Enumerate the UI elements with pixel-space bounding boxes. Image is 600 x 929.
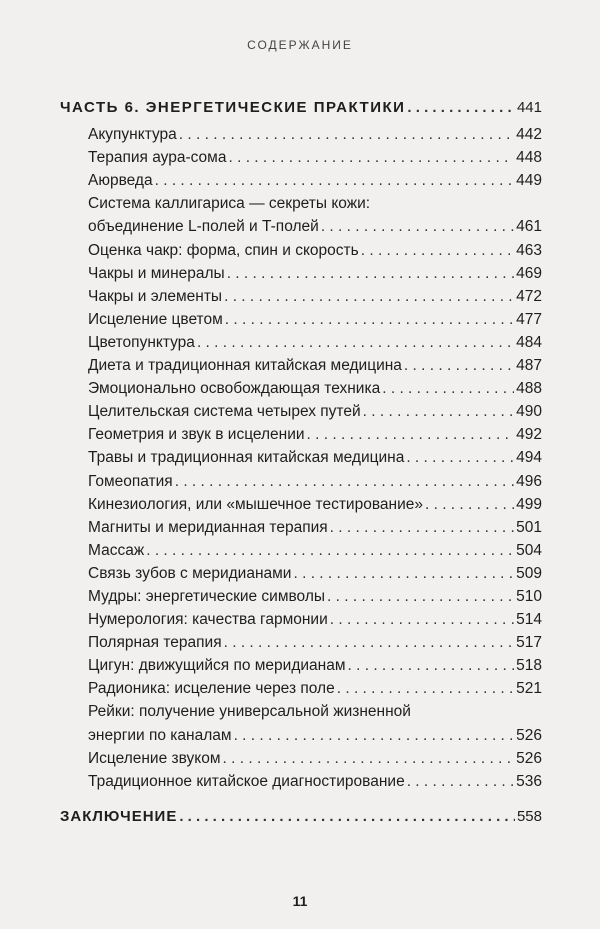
- toc-entry[interactable]: [60, 169, 542, 192]
- toc-leader-dots: [330, 608, 514, 631]
- toc-entry-title: Геометрия и звук в исцелении: [88, 426, 305, 444]
- toc-entry[interactable]: [60, 585, 542, 608]
- toc-entry-page: 526: [516, 749, 542, 767]
- toc-leader-dots: [175, 470, 514, 493]
- toc-entry[interactable]: [60, 470, 542, 493]
- toc-entry[interactable]: [60, 192, 542, 215]
- toc-entry[interactable]: [60, 239, 542, 262]
- toc-entry[interactable]: [60, 747, 542, 770]
- toc-entry-title: Исцеление звуком: [88, 749, 221, 767]
- toc-entry[interactable]: [60, 400, 542, 423]
- toc-leader-dots: [224, 631, 515, 654]
- toc-leader-dots: [307, 423, 515, 446]
- toc-entry-page: 518: [516, 657, 542, 675]
- toc-entry-page: 469: [516, 264, 542, 282]
- toc-entry-title: Гомеопатия: [88, 472, 173, 490]
- toc-entry-title: Эмоционально освобождающая техника: [88, 380, 381, 398]
- toc-entry[interactable]: [60, 677, 542, 700]
- toc-leader-dots: [234, 724, 515, 747]
- toc-entry[interactable]: [60, 146, 542, 169]
- toc-entry-page: 487: [516, 357, 542, 375]
- toc-entry[interactable]: [60, 700, 542, 723]
- toc-entry[interactable]: [60, 516, 542, 539]
- toc-entry-title: Связь зубов с меридианами: [88, 564, 292, 582]
- toc-entry-title: Цветопунктура: [88, 333, 195, 351]
- toc-leader-dots: [155, 169, 515, 192]
- toc-leader-dots: [179, 805, 515, 828]
- toc-entry-title: Аюрведа: [88, 172, 153, 190]
- toc-entry-page: 509: [516, 564, 542, 582]
- toc-entry[interactable]: [60, 262, 542, 285]
- toc-entry-page: 472: [516, 287, 542, 305]
- toc-entry-title: Мудры: энергетические символы: [88, 587, 326, 605]
- toc-leader-dots: [293, 562, 514, 585]
- toc-entry-title: Целительская система четырех путей: [88, 403, 361, 421]
- toc-entry-title: энергии по каналам: [88, 726, 232, 744]
- toc-entry[interactable]: [60, 631, 542, 654]
- page-number: 11: [292, 893, 308, 909]
- toc-leader-dots: [330, 516, 514, 539]
- toc-entry[interactable]: [60, 654, 542, 677]
- toc-entry-page: 461: [516, 218, 542, 236]
- toc-entry-title: Магниты и меридианная терапия: [88, 518, 328, 536]
- toc-entry[interactable]: [60, 423, 542, 446]
- toc-leader-dots: [361, 239, 514, 262]
- toc-entry-page: 496: [516, 472, 542, 490]
- toc-entries: [60, 123, 542, 793]
- toc-entry[interactable]: [60, 215, 542, 238]
- toc-entry-title: Традиционное китайское диагностирование: [88, 772, 405, 790]
- toc-entry-title: Цигун: движущийся по меридианам: [88, 657, 346, 675]
- toc-conclusion-title: ЗАКЛЮЧЕНИЕ: [60, 807, 178, 825]
- toc-leader-dots: [179, 123, 514, 146]
- toc-leader-dots: [363, 400, 514, 423]
- running-header: СОДЕРЖАНИЕ: [247, 38, 353, 52]
- toc-entry-title: Акупунктура: [88, 126, 177, 144]
- toc-leader-dots: [327, 585, 514, 608]
- toc-entry[interactable]: [60, 377, 542, 400]
- toc-entry-title: Кинезиология, или «мышечное тестирование»: [88, 495, 423, 513]
- toc-entry-page: 517: [516, 634, 542, 652]
- toc-entry-title: Терапия аура-сома: [88, 149, 227, 167]
- toc-leader-dots: [407, 770, 514, 793]
- toc-entry-page: 504: [516, 541, 542, 559]
- toc-entry[interactable]: [60, 770, 542, 793]
- toc-entry-title: Травы и традиционная китайская медицина: [88, 449, 405, 467]
- toc-entry-title: Массаж: [88, 541, 145, 559]
- toc-entry[interactable]: [60, 446, 542, 469]
- toc-part-title: ЧАСТЬ 6. ЭНЕРГЕТИЧЕСКИЕ ПРАКТИКИ: [60, 99, 406, 116]
- toc-entry-title: Радионика: исцеление через поле: [88, 680, 335, 698]
- toc-leader-dots: [425, 493, 514, 516]
- toc-entry-page: 499: [516, 495, 542, 513]
- toc-entry-page: 494: [516, 449, 542, 467]
- toc-entry[interactable]: [60, 331, 542, 354]
- toc-entry-title: Полярная терапия: [88, 634, 222, 652]
- toc-entry-page: 448: [516, 149, 542, 167]
- toc-entry-page: 488: [516, 380, 542, 398]
- toc-entry[interactable]: [60, 493, 542, 516]
- toc-entry[interactable]: [60, 724, 542, 747]
- toc-leader-dots: [407, 96, 515, 119]
- toc-entry-page: 484: [516, 333, 542, 351]
- toc-leader-dots: [406, 446, 514, 469]
- toc-leader-dots: [223, 747, 515, 770]
- toc-leader-dots: [321, 215, 514, 238]
- toc-entry-page: 442: [516, 126, 542, 144]
- toc-leader-dots: [197, 331, 514, 354]
- toc-conclusion-page: 558: [516, 807, 542, 825]
- toc-leader-dots: [347, 654, 514, 677]
- toc-entry-page: 521: [516, 680, 542, 698]
- toc-entry-page: 492: [516, 426, 542, 444]
- toc-entry-title: Рейки: получение универсальной жизненной: [88, 703, 411, 721]
- toc-entry-title: Диета и традиционная китайская медицина: [88, 357, 402, 375]
- toc-entry-title: Чакры и элементы: [88, 287, 223, 305]
- toc-leader-dots: [146, 539, 514, 562]
- toc-entry-page: 526: [516, 726, 542, 744]
- toc-part-heading[interactable]: [60, 96, 542, 119]
- toc-entry-title: Исцеление цветом: [88, 310, 223, 328]
- toc-entry-title: Оценка чакр: форма, спин и скорость: [88, 241, 359, 259]
- toc-entry-title: Система каллигариса — секреты кожи:: [88, 195, 371, 213]
- toc-entry-page: 490: [516, 403, 542, 421]
- toc-leader-dots: [227, 262, 514, 285]
- toc-entry[interactable]: [60, 608, 542, 631]
- table-of-contents: [60, 96, 542, 828]
- toc-entry-page: 477: [516, 310, 542, 328]
- toc-entry-title: Нумерология: качества гармонии: [88, 611, 328, 629]
- toc-conclusion[interactable]: [60, 805, 542, 828]
- toc-leader-dots: [382, 377, 514, 400]
- toc-entry[interactable]: [60, 285, 542, 308]
- toc-entry[interactable]: [60, 123, 542, 146]
- toc-leader-dots: [228, 146, 514, 169]
- toc-entry-page: 536: [516, 772, 542, 790]
- toc-entry-page: 514: [516, 611, 542, 629]
- toc-entry-page: 463: [516, 241, 542, 259]
- toc-leader-dots: [224, 285, 514, 308]
- toc-entry-page: 501: [516, 518, 542, 536]
- toc-entry[interactable]: [60, 308, 542, 331]
- toc-part-page: 441: [516, 99, 542, 116]
- toc-leader-dots: [225, 308, 514, 331]
- toc-leader-dots: [337, 677, 514, 700]
- toc-entry-page: 449: [516, 172, 542, 190]
- toc-leader-dots: [404, 354, 514, 377]
- toc-entry-title: Чакры и минералы: [88, 264, 225, 282]
- toc-entry[interactable]: [60, 539, 542, 562]
- toc-entry[interactable]: [60, 562, 542, 585]
- toc-entry-page: 510: [516, 587, 542, 605]
- toc-entry-title: объединение L-полей и T-полей: [88, 218, 319, 236]
- toc-entry[interactable]: [60, 354, 542, 377]
